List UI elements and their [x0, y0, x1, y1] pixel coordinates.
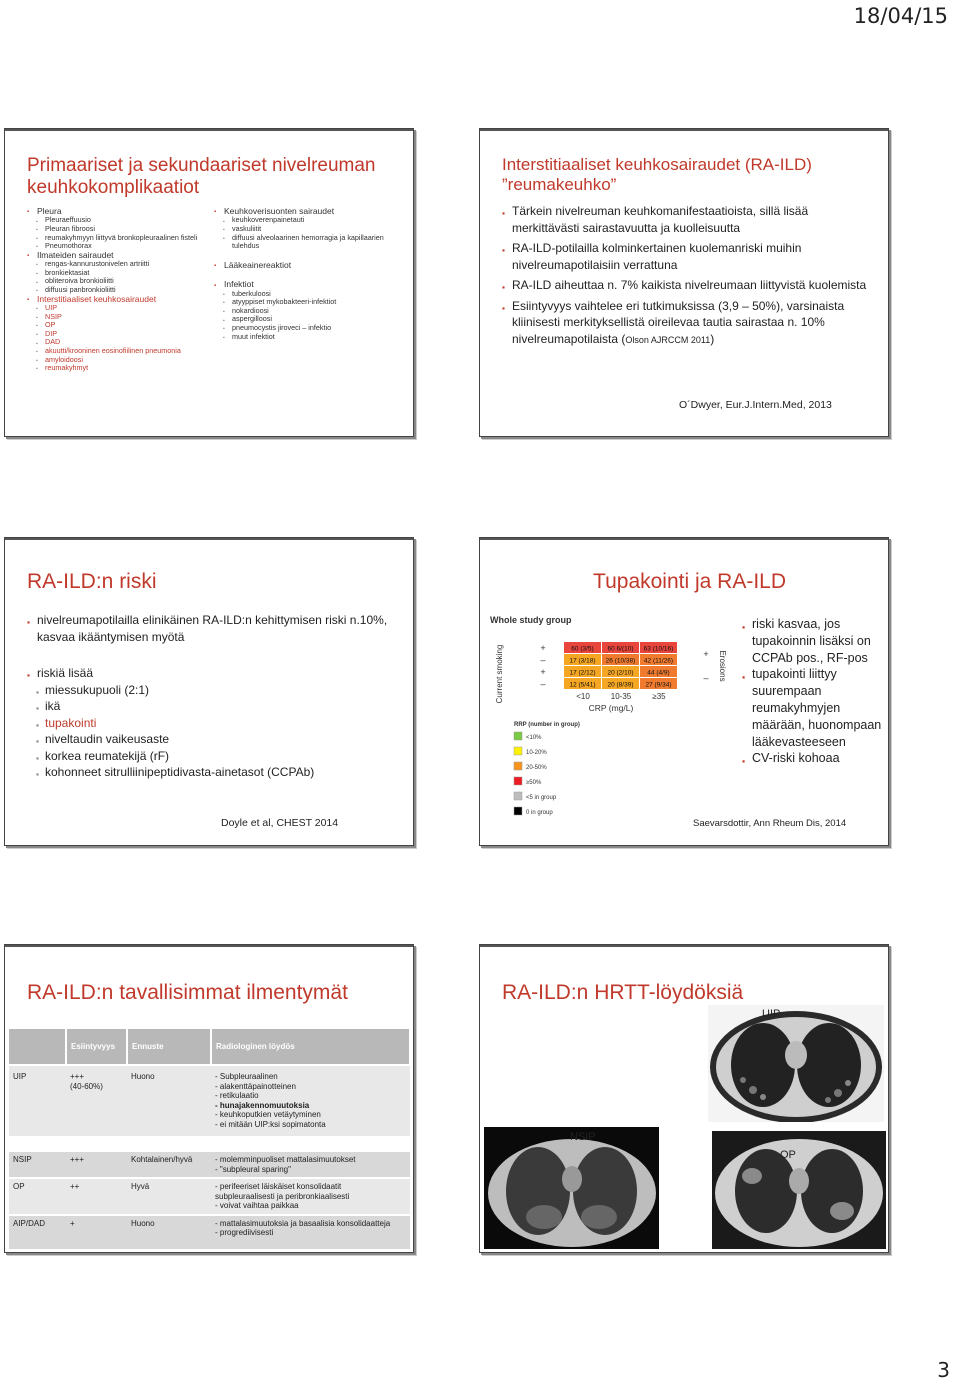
risk-heatmap-figure: [488, 614, 738, 834]
subcategory-item: ▪ reumakyhmyyn liittyvä bronkopleuraalinen fisteli: [27, 234, 217, 243]
subcategory-item: ▪ OP: [27, 321, 217, 330]
subcategory-item: ▪ muut infektiot: [214, 333, 404, 342]
table-cell-frequency: [66, 1215, 127, 1249]
subcategory-item: ▪ tuberkuloosi: [214, 290, 404, 299]
slide-ra-ild-overview: [479, 128, 889, 437]
manifestations-table: [9, 1029, 411, 1249]
heatmap-cell-label: 26 (10/38): [605, 657, 636, 665]
column-axis-label: Erosions: [718, 650, 727, 682]
finding-line: - hunajakennomuutoksia: [215, 1100, 310, 1110]
legend-swatch: [514, 762, 522, 770]
finding-line: - "subpleural sparing": [215, 1164, 291, 1174]
slide-reference: O´Dwyer, Eur.J.Intern.Med, 2013: [679, 399, 832, 411]
subcategory-item: ▪ reumakyhmyt: [27, 364, 217, 373]
finding-line: - retikulaatio: [215, 1091, 259, 1100]
slide-body: [742, 616, 887, 767]
bullet-item: ▪ nivelreumapotilailla elinikäinen RA-ILD:n kehittymisen riski n.10%, kasvaa ikääntymisen myötä: [27, 612, 407, 645]
heatmap-cell-label: 27 (9/34): [645, 681, 672, 689]
x-tick-label: 10-35: [610, 692, 632, 701]
slide-top-bar: [480, 945, 888, 947]
finding-line: - molemminpuoliset mattalasimuutokset: [215, 1155, 356, 1164]
risk-factor-item: ▪ niveltaudin vaikeusaste: [27, 731, 407, 748]
table-cell-findings: [211, 1151, 410, 1178]
page-number: 3: [937, 1358, 950, 1382]
row-axis-label: Current smoking: [495, 644, 504, 704]
ct-image-uip: [708, 1005, 884, 1122]
subcategory-item: ▪ Pleuraeffuusio: [27, 216, 217, 225]
legend-swatch: [514, 747, 522, 755]
table-row: [9, 1151, 410, 1178]
table-cell-frequency: [66, 1178, 127, 1215]
heatmap-cell-label: 20 (2/10): [607, 669, 634, 677]
legend-swatch: [514, 807, 522, 815]
x-tick-label: ≥35: [652, 692, 666, 701]
risk-factor-item: ▪ ikä: [27, 698, 407, 715]
legend-label: <5 in group: [526, 795, 557, 801]
category-item: ▪ Pleura: [27, 207, 217, 216]
slide-title: RA-ILD:n HRTT-löydöksiä: [502, 981, 744, 1004]
subcategory-item: ▪ vaskuliitit: [214, 225, 404, 234]
subcategory-item: ▪ bronkiektasiat: [27, 269, 217, 278]
table-cell-type: AIP/DAD: [9, 1215, 66, 1249]
table-cell-prognosis: Huono: [127, 1065, 211, 1137]
finding-line: - perifeeriset läiskäiset konsolidaatit: [215, 1182, 342, 1191]
heatmap-cell-label: 20 (8/39): [607, 681, 634, 689]
slide-smoking-ra-ild: [479, 537, 889, 846]
table-row: [9, 1215, 410, 1249]
complications-column-left: [27, 207, 217, 373]
bullet-item: ▪ tupakointi liittyy suurempaan reumakyhmyjen määrään, huonompaan lääkevasteeseen: [742, 666, 887, 750]
category-item: ▪ Ilmateiden sairaudet: [27, 251, 217, 260]
frequency-line: +: [70, 1218, 75, 1228]
legend-swatch: [514, 732, 522, 740]
finding-line: - Subpleuraalinen: [215, 1072, 278, 1081]
slide-title: RA-ILD:n tavallisimmat ilmentymät: [27, 981, 348, 1004]
slide-title: Primaariset ja sekundaariset nivelreuman keuhkokomplikaatiot: [27, 155, 376, 198]
subcategory-item: ▪ diffuusi panbronkioliitti: [27, 286, 217, 295]
finding-line: subpleuraalisesti ja peribronkiaalisesti: [215, 1191, 350, 1201]
table-cell-findings: [211, 1178, 410, 1215]
bullet-item: ▪ riski kasvaa, jos tupakoinnin lisäksi on CCPAb pos., RF-pos: [742, 616, 887, 666]
table-cell-frequency: [66, 1151, 127, 1178]
ct-label-nsip: NSIP: [570, 1131, 596, 1143]
category-item: ▪ Lääkeainereaktiot: [214, 261, 404, 270]
heatmap-cell-label: 44 (4/9): [647, 669, 670, 677]
table-header-cell: Ennuste: [127, 1029, 211, 1065]
subcategory-item: ▪ Pneumothorax: [27, 242, 217, 251]
slide-top-bar: [480, 538, 888, 540]
subcategory-item: ▪ keuhkoverenpainetauti: [214, 216, 404, 225]
bullet-text-end: ): [710, 331, 715, 346]
table-row: [9, 1178, 410, 1215]
subcategory-item: ▪ obliteroiva bronkioliitti: [27, 277, 217, 286]
subcategory-item: ▪ aspergilloosi: [214, 315, 404, 324]
finding-line: - alakenttäpainotteinen: [215, 1081, 296, 1091]
category-item: ▪ Infektiot: [214, 280, 404, 289]
slide-top-bar: [5, 945, 413, 947]
frequency-line: +++: [70, 1072, 85, 1081]
legend-label: 10-20%: [526, 750, 547, 756]
subcategory-item: ▪ DAD: [27, 338, 217, 347]
ct-image-op: [712, 1131, 886, 1249]
finding-line: - mattalasimuutoksia ja basaalisia konsolidaatteja: [215, 1218, 391, 1228]
table-spacer-row: [9, 1137, 410, 1151]
table-cell-prognosis: Kohtalainen/hyvä: [127, 1151, 211, 1178]
risk-factor-item: ▪ tupakointi: [27, 715, 407, 732]
slide-title: Interstitiaaliset keuhkosairaudet (RA-ILD) ”reumakeuhko”: [502, 155, 812, 194]
table-header-cell: Esiintyvyys: [66, 1029, 127, 1065]
table-row: [9, 1065, 410, 1137]
slide-body: [27, 612, 407, 781]
frequency-line: (40-60%): [70, 1081, 103, 1091]
ct-label-uip: UIP: [762, 1008, 781, 1020]
slide-top-bar: [5, 129, 413, 131]
heatmap-cell-label: 17 (2/12): [569, 669, 596, 677]
legend-label: <10%: [526, 735, 542, 741]
bullet-item: [502, 298, 872, 349]
legend-swatch: [514, 792, 522, 800]
table-cell-frequency: [66, 1065, 127, 1137]
table-cell-findings: [211, 1065, 410, 1137]
slide-title: RA-ILD:n riski: [27, 570, 157, 593]
category-item: ▪ Keuhkoverisuonten sairaudet: [214, 207, 404, 216]
subcategory-item: ▪ diffuusi alveolaarinen hemorragia ja kapillaarien tulehdus: [214, 234, 404, 251]
subcategory-item: ▪ UIP: [27, 304, 217, 313]
row-sign: +: [540, 667, 546, 677]
legend-label: ≥50%: [526, 780, 542, 786]
frequency-line: +++: [70, 1155, 85, 1164]
table-cell-prognosis: Huono: [127, 1215, 211, 1249]
subcategory-item: ▪ DIP: [27, 330, 217, 339]
subcategory-item: ▪ atyyppiset mykobakteeri-infektiot: [214, 298, 404, 307]
heatmap-cell-label: 42 (11/26): [643, 657, 674, 665]
finding-line: - keuhkoputkien vetäytyminen: [215, 1110, 321, 1119]
figure-heading: Whole study group: [490, 615, 572, 625]
ct-image-nsip: [484, 1127, 659, 1249]
ct-label-op: OP: [780, 1149, 796, 1161]
heatmap-cell-label: 12 (5/41): [569, 681, 596, 689]
table-header-cell: [9, 1029, 66, 1065]
risk-factor-item: ▪ korkea reumatekijä (rF): [27, 748, 407, 765]
legend-label: 20-50%: [526, 765, 547, 771]
slide-top-bar: [5, 538, 413, 540]
slide-top-bar: [480, 129, 888, 131]
risk-factor-item: ▪ kohonneet sitrulliinipeptidivasta-ainetasot (CCPAb): [27, 764, 407, 781]
bullet-text: Esiintyvyys vaihtelee eri tutkimuksissa (3,9 – 50%), varsinaista kliinisesti merkityksellistä oireilevaa tautia sairastaa n. 10% nivelreumapotilaista (: [512, 298, 845, 346]
slide-ra-ild-manifestations: [4, 944, 414, 1253]
bullet-item: ▪ RA-ILD-potilailla kolminkertainen kuolemanriski muihin nivelreumapotilaisiin verrattuna: [502, 240, 872, 273]
erosion-sign: +: [703, 649, 709, 659]
heatmap-cell-label: 60 (3/5): [571, 645, 594, 653]
row-sign: –: [540, 655, 546, 665]
slide-reference: Saevarsdottir, Ann Rheum Dis, 2014: [693, 818, 847, 829]
row-sign: +: [540, 643, 546, 653]
complications-column-right: [214, 207, 404, 341]
category-item: ▪ Interstitiaaliset keuhkosairaudet: [27, 295, 217, 304]
bullet-item: ▪ CV-riski kohoaa: [742, 750, 887, 767]
risk-factor-item: ▪ miessukupuoli (2:1): [27, 682, 407, 699]
bullet-item: ▪ RA-ILD aiheuttaa n. 7% kaikista nivelreumaan liittyvistä kuolemista: [502, 277, 872, 294]
subcategory-item: ▪ NSIP: [27, 313, 217, 322]
slide-title: Tupakointi ja RA-ILD: [593, 570, 786, 593]
header-date: 18/04/15: [853, 4, 948, 28]
table-cell-type: OP: [9, 1178, 66, 1215]
subcategory-item: ▪ pneumocystis jiroveci – infektio: [214, 324, 404, 333]
subcategory-item: ▪ akuutti/krooninen eosinofiilinen pneumonia: [27, 347, 217, 356]
subcategory-item: ▪ Pleuran fibroosi: [27, 225, 217, 234]
finding-line: - voivat vaihtaa paikkaa: [215, 1201, 299, 1210]
heatmap-cell-label: 17 (3/18): [569, 657, 596, 665]
table-cell-type: NSIP: [9, 1151, 66, 1178]
x-axis-label: CRP (mg/L): [588, 703, 634, 713]
risk-factor-list: [27, 682, 407, 781]
legend-swatch: [514, 777, 522, 785]
row-sign: –: [540, 679, 546, 689]
table-cell-findings: [211, 1215, 410, 1249]
legend-label: 0 in group: [526, 810, 553, 816]
slide-reference: Doyle et al, CHEST 2014: [221, 817, 339, 829]
bullet-item: ▪ Tärkein nivelreuman keuhkomanifestaatioista, sillä lisää merkittävästi sairastavuutta ja kuolleisuutta: [502, 203, 872, 236]
table-cell-type: UIP: [9, 1065, 66, 1137]
table-cell-prognosis: Hyvä: [127, 1178, 211, 1215]
table-header-cell: Radiologinen löydös: [211, 1029, 410, 1065]
slide-body: [502, 203, 872, 352]
bullet-item: ▪ riskiä lisää: [27, 665, 407, 682]
slide-primary-secondary-complications: [4, 128, 414, 437]
heatmap-cell-label: 60 6/(10): [607, 645, 634, 653]
heatmap-cell-label: 63 (10/16): [643, 645, 674, 653]
subcategory-item: ▪ rengas-kannurustonivelen artriitti: [27, 260, 217, 269]
slide-hrct-findings: [479, 944, 889, 1253]
erosion-sign: –: [703, 673, 709, 683]
table-header-row: [9, 1029, 410, 1065]
finding-line: - ei mitään UIP:ksi sopimatonta: [215, 1119, 326, 1129]
subcategory-item: ▪ nokardioosi: [214, 307, 404, 316]
x-tick-label: <10: [576, 692, 590, 701]
inline-reference: Olson AJRCCM 2011: [625, 334, 711, 345]
subcategory-item: ▪ amyloidoosi: [27, 356, 217, 365]
finding-line: - progrediivisesti: [215, 1228, 274, 1237]
slide-ra-ild-risk: [4, 537, 414, 846]
legend-title: RRP (number in group): [514, 722, 580, 728]
frequency-line: ++: [70, 1182, 80, 1191]
